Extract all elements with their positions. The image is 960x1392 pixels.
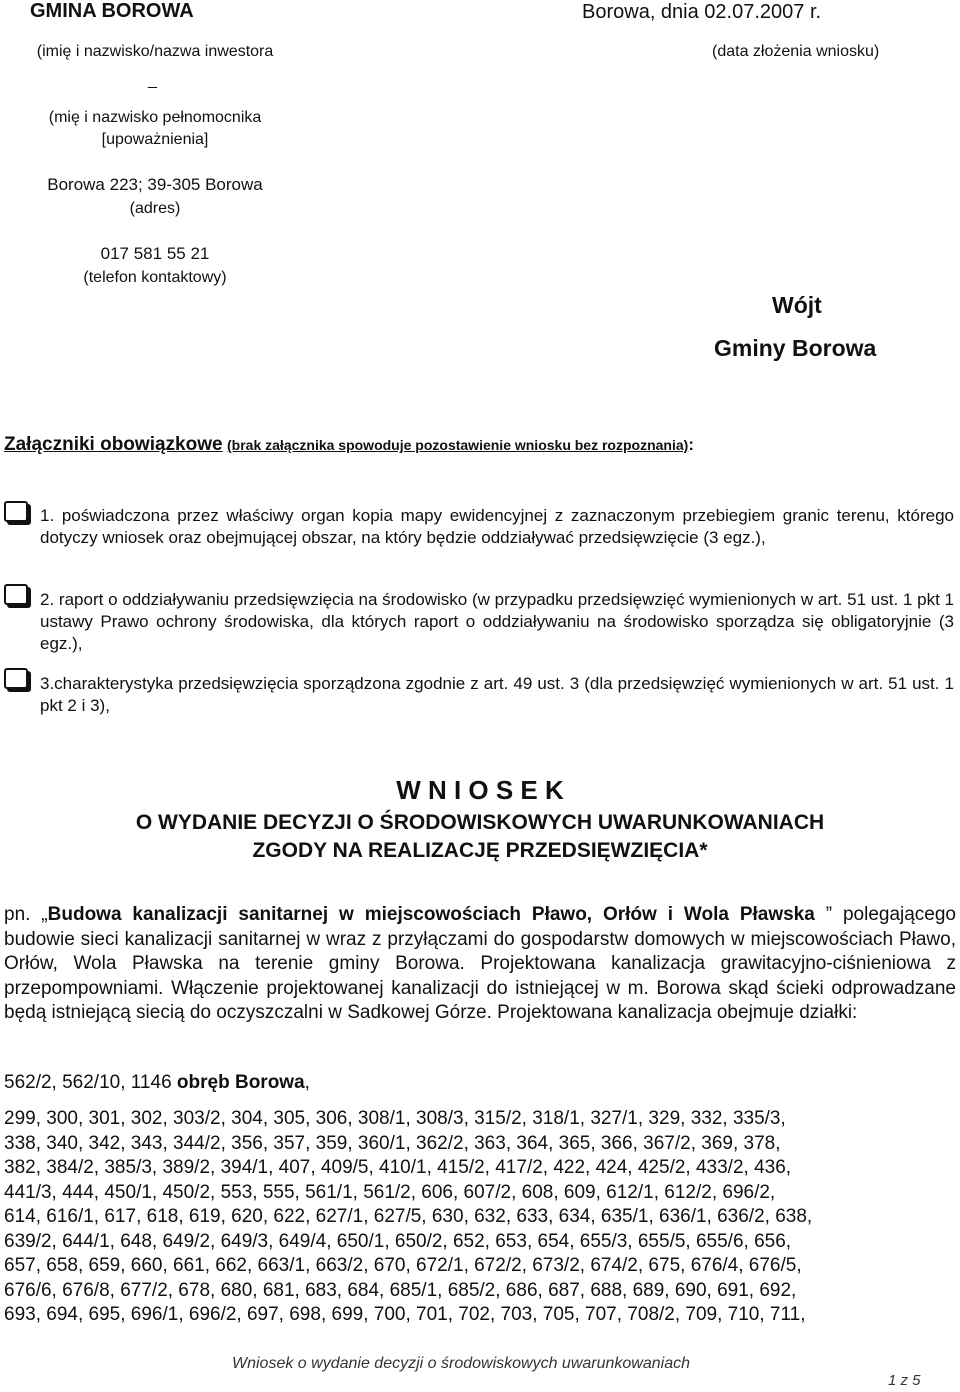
checkbox-attachment-3[interactable] bbox=[4, 668, 28, 689]
attachments-heading-colon: : bbox=[688, 435, 694, 454]
parcels-line: 338, 340, 342, 343, 344/2, 356, 357, 359, 360/1, 362/2, 363, 364, 365, 366, 367/2, 369, 378, bbox=[4, 1132, 781, 1154]
parcels-line: 299, 300, 301, 302, 303/2, 304, 305, 306, 308/1, 308/3, 315/2, 318/1, 327/1, 329, 332, 335/3, bbox=[4, 1108, 786, 1129]
attachments-heading-main: Załączniki obowiązkowe bbox=[4, 434, 223, 455]
checkbox-attachment-2[interactable] bbox=[4, 584, 28, 605]
parcels-line: 441/3, 444, 450/1, 450/2, 553, 555, 561/1, 561/2, 606, 607/2, 608, 609, 612/1, 612/2, 696/2, bbox=[4, 1181, 776, 1203]
attachments-heading-note: (brak załącznika spowoduje pozostawienie wniosku bez rozpoznania) bbox=[227, 437, 689, 453]
parcels-first: 562/2, 562/10, 1146 bbox=[4, 1072, 177, 1093]
proxy-caption-1: (mię i nazwisko pełnomocnika bbox=[48, 109, 262, 126]
addressee-line-1: Wójt bbox=[772, 292, 822, 318]
title-line-2: O WYDANIE DECYZJI O ŚRODOWISKOWYCH UWARUNKOWANIACH bbox=[135, 811, 825, 834]
place-date: Borowa, dnia 02.07.2007 r. bbox=[582, 1, 822, 23]
parcels-line: 382, 384/2, 385/3, 389/2, 394/1, 407, 409/5, 410/1, 415/2, 417/2, 422, 424, 425/2, 433/2, 436, bbox=[4, 1157, 792, 1178]
checkbox-attachment-1[interactable] bbox=[4, 501, 28, 522]
parcels-line: 614, 616/1, 617, 618, 619, 620, 622, 627/1, 627/5, 630, 632, 633, 634, 635/1, 636/1, 636/2, 638, bbox=[4, 1206, 813, 1227]
parcels-line: 693, 694, 695, 696/1, 696/2, 697, 698, 699, 700, 701, 702, 703, 705, 707, 708/2, 709, 710, 711, bbox=[4, 1304, 806, 1325]
footer-title: Wniosek o wydanie decyzji o środowiskowych uwarunkowaniach bbox=[232, 1355, 690, 1372]
investor-caption: (imię i nazwisko/nazwa inwestora bbox=[36, 43, 274, 60]
gmina-name: GMINA BOROWA bbox=[30, 0, 194, 22]
attachment-item-3: 3.charakterystyka przedsięwzięcia sporządzona zgodnie z art. 49 ust. 3 (dla przedsięwzięć wymienionych w art. 51 ust. 1 pkt 2 i 3), bbox=[40, 674, 954, 715]
proxy-caption-2: [upoważnienia] bbox=[101, 131, 209, 148]
project-details: polegającego budowie sieci kanalizacji sanitarnej w wraz z przyłączami do gospodarstw domowych w miejscowościach Pławo, Orłów, Wola Pławska na terenie gminy Borowa. Projektowana kanalizacja grawitacyjno-ciśnieniowa z przepompowniami. Włączenie projektowanej kanalizacji do istniejącej w m. Borowa skąd ścieki odprowadzane będą istniejącą siecią do oczyszczalni w Sadkowej Górze. Projektowana kanalizacja obejmuje działki: bbox=[4, 904, 957, 1023]
attachments-heading bbox=[4, 434, 954, 456]
phone-number: 017 581 55 21 bbox=[100, 244, 210, 263]
dash-line: _ bbox=[148, 72, 157, 89]
project-prefix: pn. „ bbox=[4, 904, 48, 925]
address-caption: (adres) bbox=[129, 200, 181, 217]
parcels-first-end: , bbox=[304, 1072, 310, 1093]
title-main: W N I O S E K bbox=[396, 775, 564, 805]
parcels-list bbox=[4, 1107, 956, 1328]
parcels-line: 657, 658, 659, 660, 661, 662, 663/1, 663/2, 670, 672/1, 672/2, 673/2, 674/2, 675, 676/4, 676/5, bbox=[4, 1255, 802, 1276]
title-line-3: ZGODY NA REALIZACJĘ PRZEDSIĘWZIĘCIA* bbox=[252, 839, 708, 862]
project-name: Budowa kanalizacji sanitarnej w miejscowościach Pławo, Orłów i Wola Pławska bbox=[47, 904, 815, 925]
addressee-line-2: Gminy Borowa bbox=[714, 335, 877, 361]
parcels-line: 676/6, 676/8, 677/2, 678, 680, 681, 683, 684, 685/1, 685/2, 686, 687, 688, 689, 690, 691, 692, bbox=[4, 1279, 797, 1301]
attachment-item-1: 1. poświadczona przez właściwy organ kopia mapy ewidencyjnej z zaznaczonym przebiegiem granic terenu, którego dotyczy wniosek oraz obejmującej obszar, na który będzie oddziaływać przedsięwzięcie (3 egz.), bbox=[40, 506, 954, 547]
attachment-item-2: 2. raport o oddziaływaniu przedsięwzięcia na środowisko (w przypadku przedsięwzięć wymienionych w art. 51 ust. 1 pkt 1 ustawy Prawo ochrony środowiska, dla których raport o oddziaływaniu na środowisko sporządza się obligatoryjnie (3 egz.), bbox=[40, 590, 954, 653]
date-caption: (data złożenia wniosku) bbox=[712, 43, 880, 60]
parcels-line: 639/2, 644/1, 648, 649/2, 649/3, 649/4, 650/1, 650/2, 652, 653, 654, 655/3, 655/5, 655/6, 656, bbox=[4, 1230, 792, 1252]
parcels-precinct: obręb Borowa bbox=[176, 1072, 305, 1093]
phone-caption: (telefon kontaktowy) bbox=[83, 269, 227, 286]
project-name-close: ” bbox=[814, 904, 833, 925]
parcels-first-line bbox=[4, 1071, 956, 1096]
page-number: 1 z 5 bbox=[888, 1372, 921, 1389]
address: Borowa 223; 39-305 Borowa bbox=[47, 175, 263, 194]
project-description bbox=[4, 903, 956, 1026]
